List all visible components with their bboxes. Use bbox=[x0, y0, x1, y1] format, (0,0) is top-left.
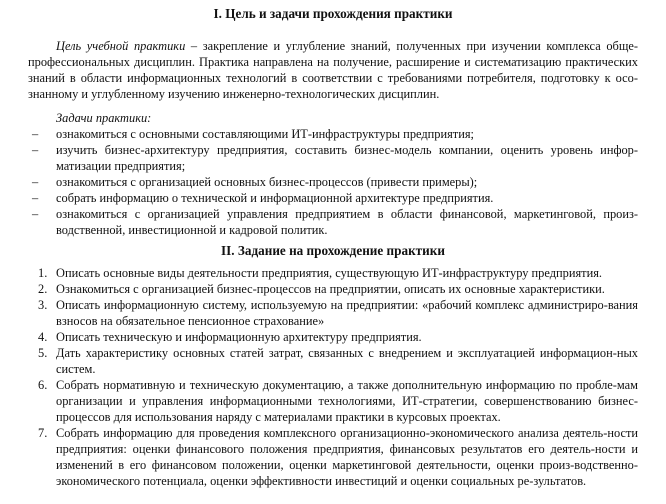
assignment-text: Собрать нормативную и техническую документацию, а также дополнительную информацию по пробле-мам организации и управления информационными технологиями, ИТ-стратегии, совершенствованию бизнес-процессов для использования наряду с материалами практики в курсовых проектах. bbox=[56, 378, 638, 424]
assignment-text: Дать характеристику основных статей затрат, связанных с внедрением и эксплуатацией информацион-ных систем. bbox=[56, 346, 638, 376]
task-item bbox=[28, 126, 638, 142]
item-number: 2. bbox=[38, 282, 48, 296]
practice-goal-text: – закрепление и углубление знаний, полученных при изучении комплекса обще-профессиональных дисциплин. Практика направлена на получение, расширение и систематизацию практических знаний в области информационных технологий в соответствии с требованиями потребителя, подготовку к осо-знанному и углубленному изучению инженерно-технологических дисциплин. bbox=[28, 39, 638, 101]
practice-goal-term: Цель учебной практики bbox=[56, 39, 186, 53]
assignment-item bbox=[28, 425, 638, 489]
dash-bullet: – bbox=[32, 207, 39, 221]
assignment-text: Описать основные виды деятельности предприятия, существующую ИТ-инфраструктуру предприятия. bbox=[56, 266, 603, 280]
assignment-item bbox=[28, 281, 638, 297]
dash-bullet: – bbox=[32, 143, 39, 157]
task-text: ознакомиться с организацией управления предприятием в области финансовой, маркетинговой, произ-водственной, инвестиционной и кадровой политик. bbox=[56, 207, 638, 237]
item-number: 7. bbox=[38, 426, 48, 440]
assignment-text: Описать информационную систему, используемую на предприятии: «рабочий комплекс администриро-вания взносов на обязательное пенсионное страхование» bbox=[56, 298, 638, 328]
assignment-item bbox=[28, 345, 638, 377]
dash-bullet: – bbox=[32, 175, 39, 189]
task-text: ознакомиться с основными составляющими ИТ-инфраструктуры предприятия; bbox=[56, 127, 474, 141]
assignment-item bbox=[28, 297, 638, 329]
assignment-text: Собрать информацию для проведения комплексного организационно-экономического анализа деятель-ности предприятия: оценки финансового положения предприятия, финансовых результатов его деятель-ности и изменений в его финансовом положении, оценки маркетинговой деятельности, оценки произ-водственно-экономического потенциала, оценки эффективности инвестиций и оценки социальных ре-зультатов. bbox=[56, 426, 638, 488]
task-text: собрать информацию о технической и информационной архитектуре предприятия. bbox=[56, 191, 494, 205]
tasks-list bbox=[28, 126, 638, 238]
assignment-text: Ознакомиться с организацией бизнес-процессов на предприятии, описать их основные характеристики. bbox=[56, 282, 605, 296]
task-item bbox=[28, 190, 638, 206]
task-text: изучить бизнес-архитектуру предприятия, составить бизнес-модель компании, оценить уровень инфор-матизации предприятия; bbox=[56, 143, 638, 173]
assignment-text: Описать техническую и информационную архитектуру предприятия. bbox=[56, 330, 422, 344]
task-item bbox=[28, 142, 638, 174]
dash-bullet: – bbox=[32, 127, 39, 141]
assignment-item bbox=[28, 377, 638, 425]
section-2-heading: II. Задание на прохождение практики bbox=[221, 243, 445, 258]
tasks-heading: Задачи практики: bbox=[56, 111, 152, 125]
practice-goal-paragraph bbox=[28, 38, 638, 102]
item-number: 6. bbox=[38, 378, 48, 392]
item-number: 3. bbox=[38, 298, 48, 312]
task-text: ознакомиться с организацией основных бизнес-процессов (привести примеры); bbox=[56, 175, 478, 189]
assignment-item bbox=[28, 265, 638, 281]
dash-bullet: – bbox=[32, 191, 39, 205]
section-1-heading: I. Цель и задачи прохождения практики bbox=[213, 6, 453, 21]
item-number: 1. bbox=[38, 266, 48, 280]
task-item bbox=[28, 206, 638, 238]
assignment-list bbox=[28, 265, 638, 489]
item-number: 5. bbox=[38, 346, 48, 360]
assignment-item bbox=[28, 329, 638, 345]
item-number: 4. bbox=[38, 330, 48, 344]
task-item bbox=[28, 174, 638, 190]
